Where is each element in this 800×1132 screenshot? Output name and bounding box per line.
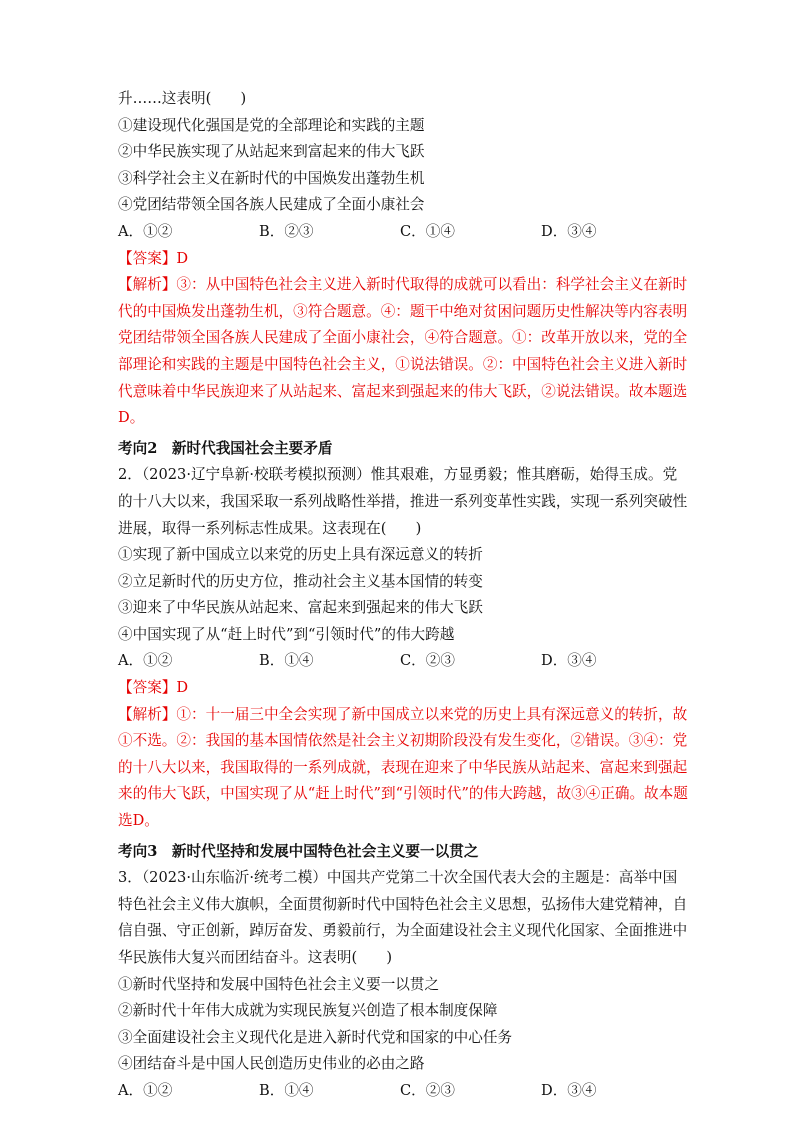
q3-option-b: B．①④ (259, 1081, 314, 1099)
q3-stem: 3．（2023·山东临沂·统考二模）中国共产党第二十次全国代表大会的主题是：高举中国特色社会主义伟大旗帜，全面贯彻新时代中国特色社会主义思想，弘扬伟大建党精神，自信自强、守正创新，踔厉奋发、勇毅前行，为全面建设社会主义现代化国家、全面推进中华民族伟大复兴而团结奋斗。这表明( ) (118, 869, 688, 966)
q1-statement-4: ④党团结带领全国各族人民建成了全面小康社会 (118, 196, 425, 214)
q3-options (118, 1078, 688, 1105)
q1-analysis: 【解析】③：从中国特色社会主义进入新时代取得的成就可以看出：科学社会主义在新时代的中国焕发出蓬勃生机，③符合题意。④：题干中绝对贫困问题历史性解决等内容表明党团结带领全国各族人民建成了全面小康社会，④符合题意。①：改革开放以来，党的全部理论和实践的主题是中国特色社会主义，①说法错误。②：中国特色社会主义进入新时代意味着中华民族迎来了从站起来、富起来到强起来的伟大飞跃，②说法错误。故本题选D。 (118, 276, 688, 427)
q1-options (118, 219, 688, 246)
q3-statement-4: ④团结奋斗是中国人民创造历史伟业的必由之路 (118, 1055, 425, 1073)
q2-stem: 2．（2023·辽宁阜新·校联考模拟预测）惟其艰难，方显勇毅；惟其磨砺，始得玉成。党的十八大以来，我国采取一系列战略性举措，推进一系列变革性实践，实现一系列突破性进展，取得一系列标志性成果。这表现在( ) (118, 466, 688, 537)
q2-statement-1: ①实现了新中国成立以来党的历史上具有深远意义的转折 (118, 546, 483, 564)
section-3-heading: 考向3 新时代坚持和发展中国特色社会主义要一以贯之 (118, 842, 479, 860)
q2-option-b: B．①④ (259, 652, 314, 670)
q1-answer: 【答案】D (118, 249, 189, 267)
q1-statement-1: ①建设现代化强国是党的全部理论和实践的主题 (118, 116, 425, 134)
q2-statement-4: ④中国实现了从“赶上时代”到“引领时代”的伟大跨越 (118, 625, 455, 643)
q1-statement-2: ②中华民族实现了从站起来到富起来的伟大飞跃 (118, 143, 425, 161)
q1-statement-3: ③科学社会主义在新时代的中国焕发出蓬勃生机 (118, 169, 425, 187)
q1-option-b: B．②③ (259, 222, 314, 240)
q3-option-d: D．③④ (541, 1081, 597, 1099)
q3-statement-2: ②新时代十年伟大成就为实现民族复兴创造了根本制度保障 (118, 1002, 498, 1020)
section-2-heading: 考向2 新时代我国社会主要矛盾 (118, 439, 333, 457)
q2-options (118, 648, 688, 675)
q3-option-c: C．②③ (400, 1081, 455, 1099)
q2-answer: 【答案】D (118, 679, 189, 697)
q3-statement-3: ③全面建设社会主义现代化是进入新时代党和国家的中心任务 (118, 1028, 513, 1046)
q2-option-a: A．①② (118, 652, 173, 670)
q1-stem-tail: 升……这表明( ) (118, 90, 247, 107)
q2-option-c: C．②③ (400, 652, 455, 670)
document-page (118, 86, 688, 1105)
q2-statement-2: ②立足新时代的历史方位，推动社会主义基本国情的转变 (118, 572, 483, 590)
q1-option-c: C．①④ (400, 222, 455, 240)
q2-analysis: 【解析】①：十一届三中全会实现了新中国成立以来党的历史上具有深远意义的转折，故①不选。②：我国的基本国情依然是社会主义初期阶段没有发生变化，②错误。③④：党的十八大以来，我国取得的一系列成就，表现在迎来了中华民族从站起来、富起来到强起来的伟大飞跃，中国实现了从“赶上时代”到“引领时代”的伟大跨越，故③④正确。故本题选D。 (118, 705, 688, 830)
q2-option-d: D．③④ (541, 652, 597, 670)
q2-statement-3: ③迎来了中华民族从站起来、富起来到强起来的伟大飞跃 (118, 599, 483, 617)
q3-statement-1: ①新时代坚持和发展中国特色社会主义要一以贯之 (118, 975, 440, 993)
q1-option-d: D．③④ (541, 222, 597, 240)
q3-option-a: A．①② (118, 1081, 173, 1099)
q1-option-a: A．①② (118, 222, 173, 240)
